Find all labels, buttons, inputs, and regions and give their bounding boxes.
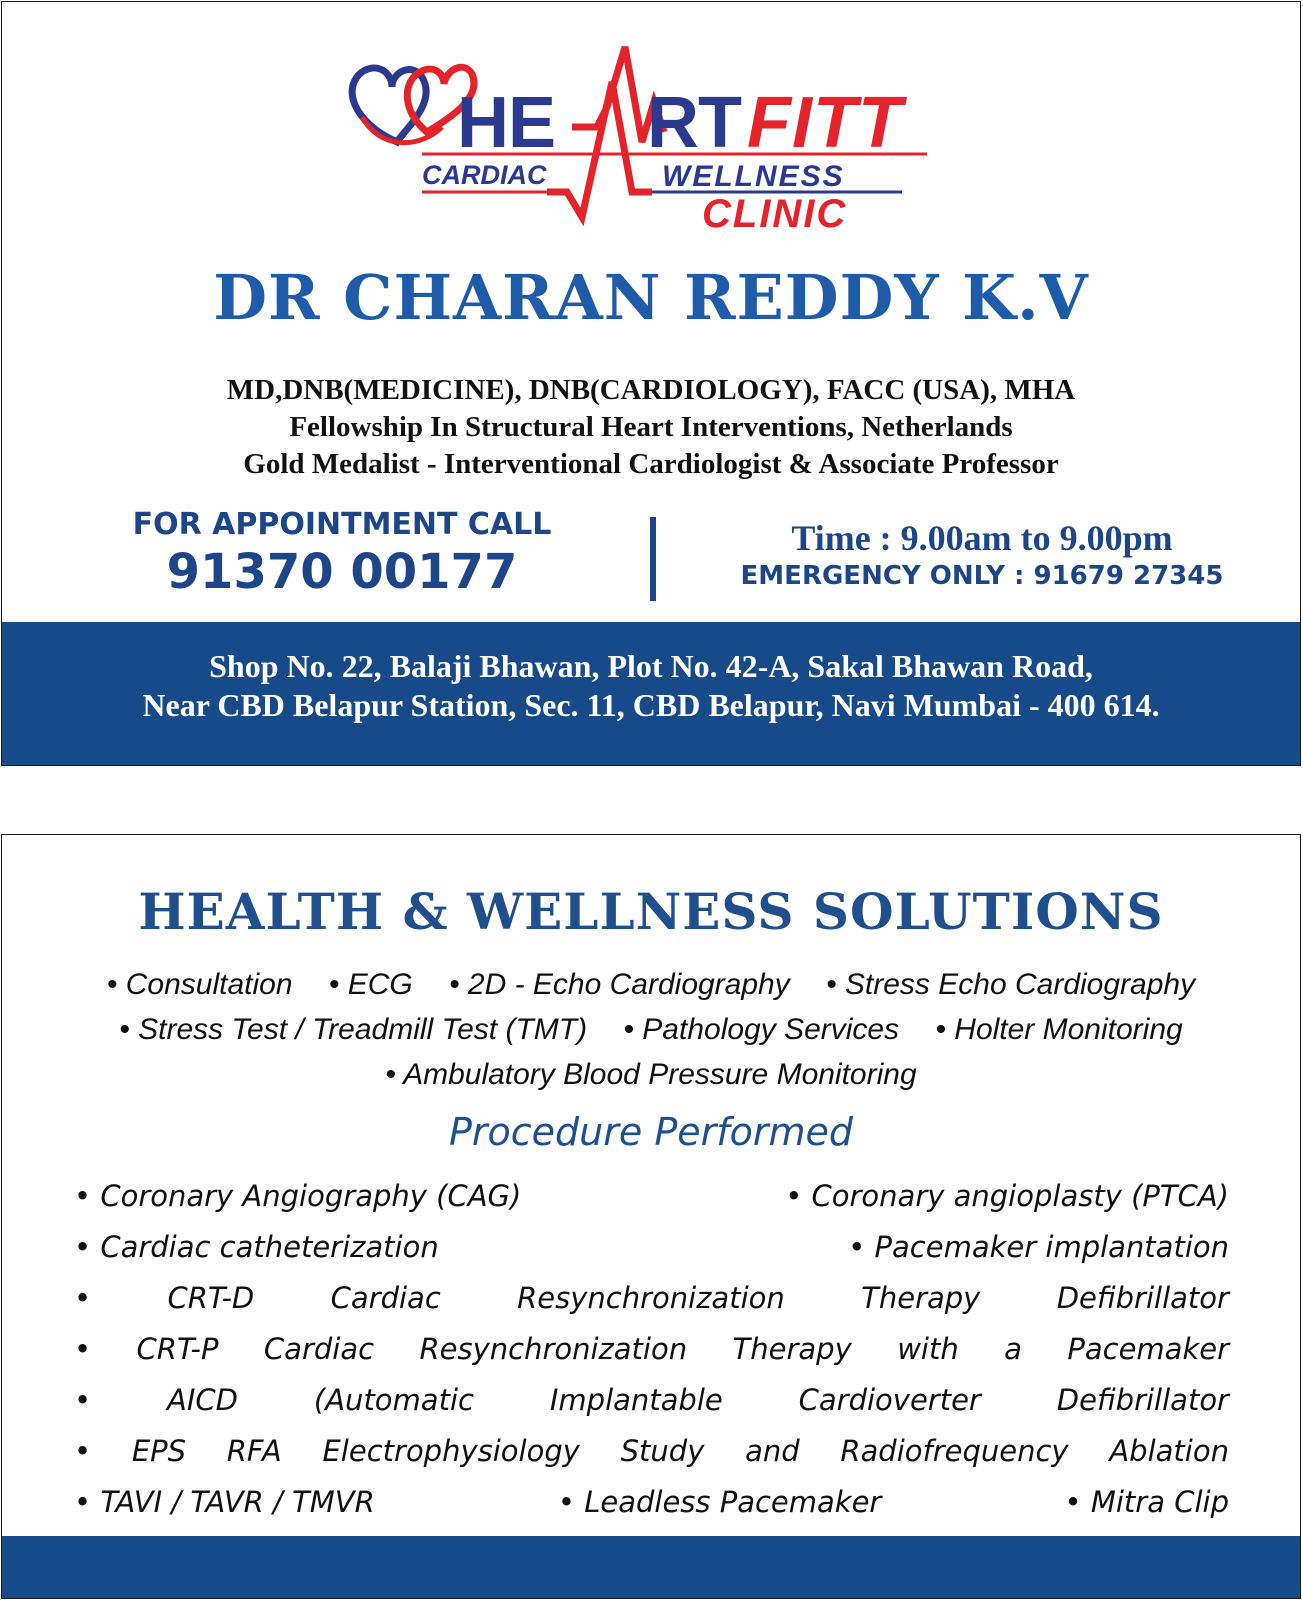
service-item: • Ambulatory Blood Pressure Monitoring [385,1058,917,1091]
procedure-word: Electrophysiology [322,1433,580,1468]
qualification-line: MD,DNB(MEDICINE), DNB(CARDIOLOGY), FACC (USA), MHA [226,374,1076,406]
procedure-row [74,1374,1229,1425]
vertical-divider [650,517,656,601]
procedure-word: EPS [131,1433,187,1468]
procedure-word: (Automatic [313,1382,474,1417]
procedure-word: • [74,1280,92,1315]
address-line: Shop No. 22, Balaji Bhawan, Plot No. 42-A, Sakal Bhawan Road, [209,648,1093,684]
procedure-row [74,1170,1229,1221]
clinic-address [2,647,1300,725]
service-item: • Pathology Services [623,1013,900,1046]
qualification-line: Fellowship In Structural Heart Interventions, Netherlands [289,411,1013,443]
emergency-contact[interactable]: EMERGENCY ONLY : 91679 27345 [740,561,1224,591]
procedure-word: RFA [226,1433,282,1468]
services-row [2,1007,1300,1052]
procedure-row [74,1221,1229,1272]
procedure-word: Therapy [861,1280,981,1315]
procedure-row [74,1425,1229,1476]
procedure-item: • Mitra Clip [1064,1484,1229,1519]
procedure-row [74,1272,1229,1323]
procedure-word: Cardiac [330,1280,441,1315]
procedure-row [74,1476,1229,1527]
logo-text-rt: RT [647,83,741,163]
qualification-line: Gold Medalist - Interventional Cardiologist & Associate Professor [243,448,1059,480]
service-item: • Stress Test / Treadmill Test (TMT) [119,1013,588,1046]
procedure-word: Cardioverter [798,1382,981,1417]
doctor-name: DR CHARAN REDDY K.V [213,261,1089,334]
qualifications [2,372,1300,483]
procedure-word: CRT-D [167,1280,255,1315]
appointment-block [132,507,552,600]
clinic-hours: Time : 9.00am to 9.00pm [791,518,1173,558]
procedure-item: • TAVI / TAVR / TMVR [74,1484,375,1519]
procedure-word: • [74,1382,92,1417]
procedure-word: Ablation [1109,1433,1229,1468]
procedure-item: • Coronary angioplasty (PTCA) [785,1178,1229,1213]
procedure-word: CRT-P [136,1331,219,1366]
procedure-row [74,1323,1229,1374]
address-line: Near CBD Belapur Station, Sec. 11, CBD Belapur, Navi Mumbai - 400 614. [142,687,1160,723]
procedure-word: Cardiac [263,1331,375,1366]
logo-text-wellness: WELLNESS [662,160,845,193]
procedure-word: Therapy [732,1331,852,1366]
procedure-word: Resynchronization [517,1280,785,1315]
services-row [2,1052,1300,1097]
appointment-phone[interactable]: 91370 00177 [166,544,518,600]
procedures-title: Procedure Performed [448,1110,854,1154]
service-item: • 2D - Echo Cardiography [449,968,790,1001]
procedure-item: • Coronary Angiography (CAG) [74,1178,522,1213]
procedure-word: Radiofrequency [840,1433,1069,1468]
procedure-word: Pacemaker [1067,1331,1229,1366]
service-item: • ECG [328,968,413,1001]
procedure-item: • Cardiac catheterization [74,1229,439,1264]
service-item: • Holter Monitoring [935,1013,1183,1046]
services-list [2,962,1300,1097]
procedure-word: • [74,1331,92,1366]
procedures-list [74,1170,1229,1527]
clinic-logo [342,42,962,236]
procedure-word: AICD [167,1382,238,1417]
solutions-title: HEALTH & WELLNESS SOLUTIONS [138,882,1164,941]
procedure-word: Resynchronization [419,1331,688,1366]
service-item: • Consultation [106,968,293,1001]
business-card-back [1,834,1301,1599]
procedure-word: Defibrillator [1056,1382,1229,1417]
logo-text-fitt: FITT [747,83,903,163]
business-card-front [1,1,1301,766]
appointment-label: FOR APPOINTMENT CALL [132,507,552,542]
bottom-band [2,1536,1300,1598]
procedure-word: a [1004,1331,1022,1366]
procedure-word: • [74,1433,92,1468]
procedure-word: Study [620,1433,705,1468]
logo-text-cardiac: CARDIAC [422,160,547,190]
service-item: • Stress Echo Cardiography [826,968,1196,1001]
procedure-word: with [897,1331,959,1366]
procedure-word: Implantable [549,1382,723,1417]
procedure-item: • Pacemaker implantation [848,1229,1229,1264]
procedure-word: and [745,1433,800,1468]
services-row [2,962,1300,1007]
procedure-word: Defibrillator [1056,1280,1229,1315]
logo-text-clinic: CLINIC [702,192,848,236]
procedure-item: • Leadless Pacemaker [557,1484,882,1519]
logo-text-he: HE [457,83,556,163]
timing-block [702,517,1262,591]
